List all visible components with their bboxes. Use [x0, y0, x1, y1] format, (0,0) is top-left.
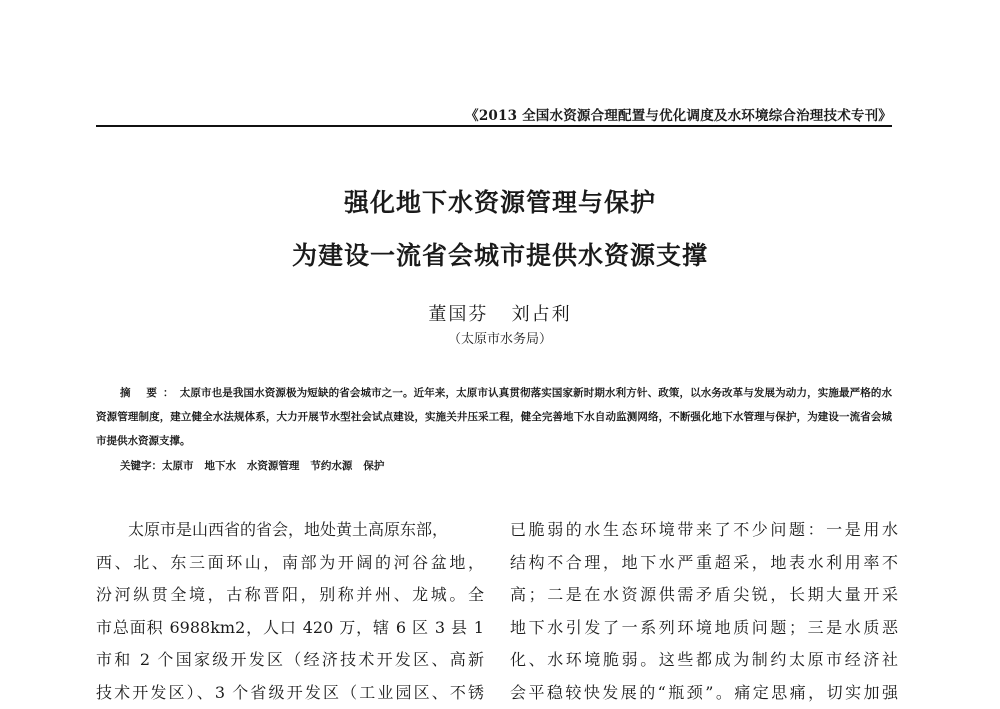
body-line: 会平稳较快发展的“瓶颈”。痛定思痛，切实加强 — [510, 677, 898, 709]
article-title-line-2: 为建设一流省会城市提供水资源支撑 — [0, 236, 1000, 272]
body-column-right — [510, 514, 898, 709]
body-line: 结构不合理，地下水严重超采，地表水利用率不 — [510, 547, 898, 580]
body-line: 地下水引发了一系列环境地质问题；三是水质恶 — [510, 612, 898, 645]
abstract-label: 摘 要： — [120, 387, 180, 399]
body-line: 高；二是在水资源供需矛盾尖锐，长期大量开采 — [510, 579, 898, 612]
body-line: 市总面积 6988km2，人口 420 万，辖 6 区 3 县 1 — [96, 612, 484, 645]
body-line: 汾河纵贯全境，古称晋阳，别称并州、龙城。全 — [96, 579, 484, 612]
body-line: 技术开发区）、3 个省级开发区（工业园区、不锈 — [96, 677, 484, 709]
body-line: 市和 2 个国家级开发区（经济技术开发区、高新 — [96, 644, 484, 677]
body-column-left — [96, 514, 484, 709]
article-authors: 董国芬 刘占利 — [0, 300, 1000, 326]
article-title-line-1: 强化地下水资源管理与保护 — [0, 183, 1000, 219]
body-line: 化、水环境脆弱。这些都成为制约太原市经济社 — [510, 644, 898, 677]
keywords-label: 关键字： — [120, 460, 162, 472]
body-line: 西、北、东三面环山，南部为开阔的河谷盆地， — [96, 547, 484, 580]
header-divider — [96, 125, 892, 127]
author-affiliation: （太原市水务局） — [0, 328, 1000, 347]
abstract — [96, 381, 892, 453]
keywords — [120, 458, 384, 473]
body-line: 已脆弱的水生态环境带来了不少问题：一是用水 — [510, 514, 898, 547]
keywords-list: 太原市 地下水 水资源管理 节约水源 保护 — [162, 460, 384, 472]
journal-running-header: 《2013 全国水资源合理配置与优化调度及水环境综合治理技术专刊》 — [96, 104, 892, 124]
abstract-text: 太原市也是我国水资源极为短缺的省会城市之一。近年来，太原市认真贯彻落实国家新时期水利方针、政策，以水务改革与发展为动力，实施最严格的水资源管理制度，建立健全水法规体系，大力开展节水型社会试点建设，实施关井压采工程，健全完善地下水自动监测网络，不断强化地下水管理与保护，为建设一流省会城市提供水资源支撑。 — [96, 387, 892, 447]
body-line: 太原市是山西省的省会，地处黄土高原东部， — [96, 514, 484, 547]
